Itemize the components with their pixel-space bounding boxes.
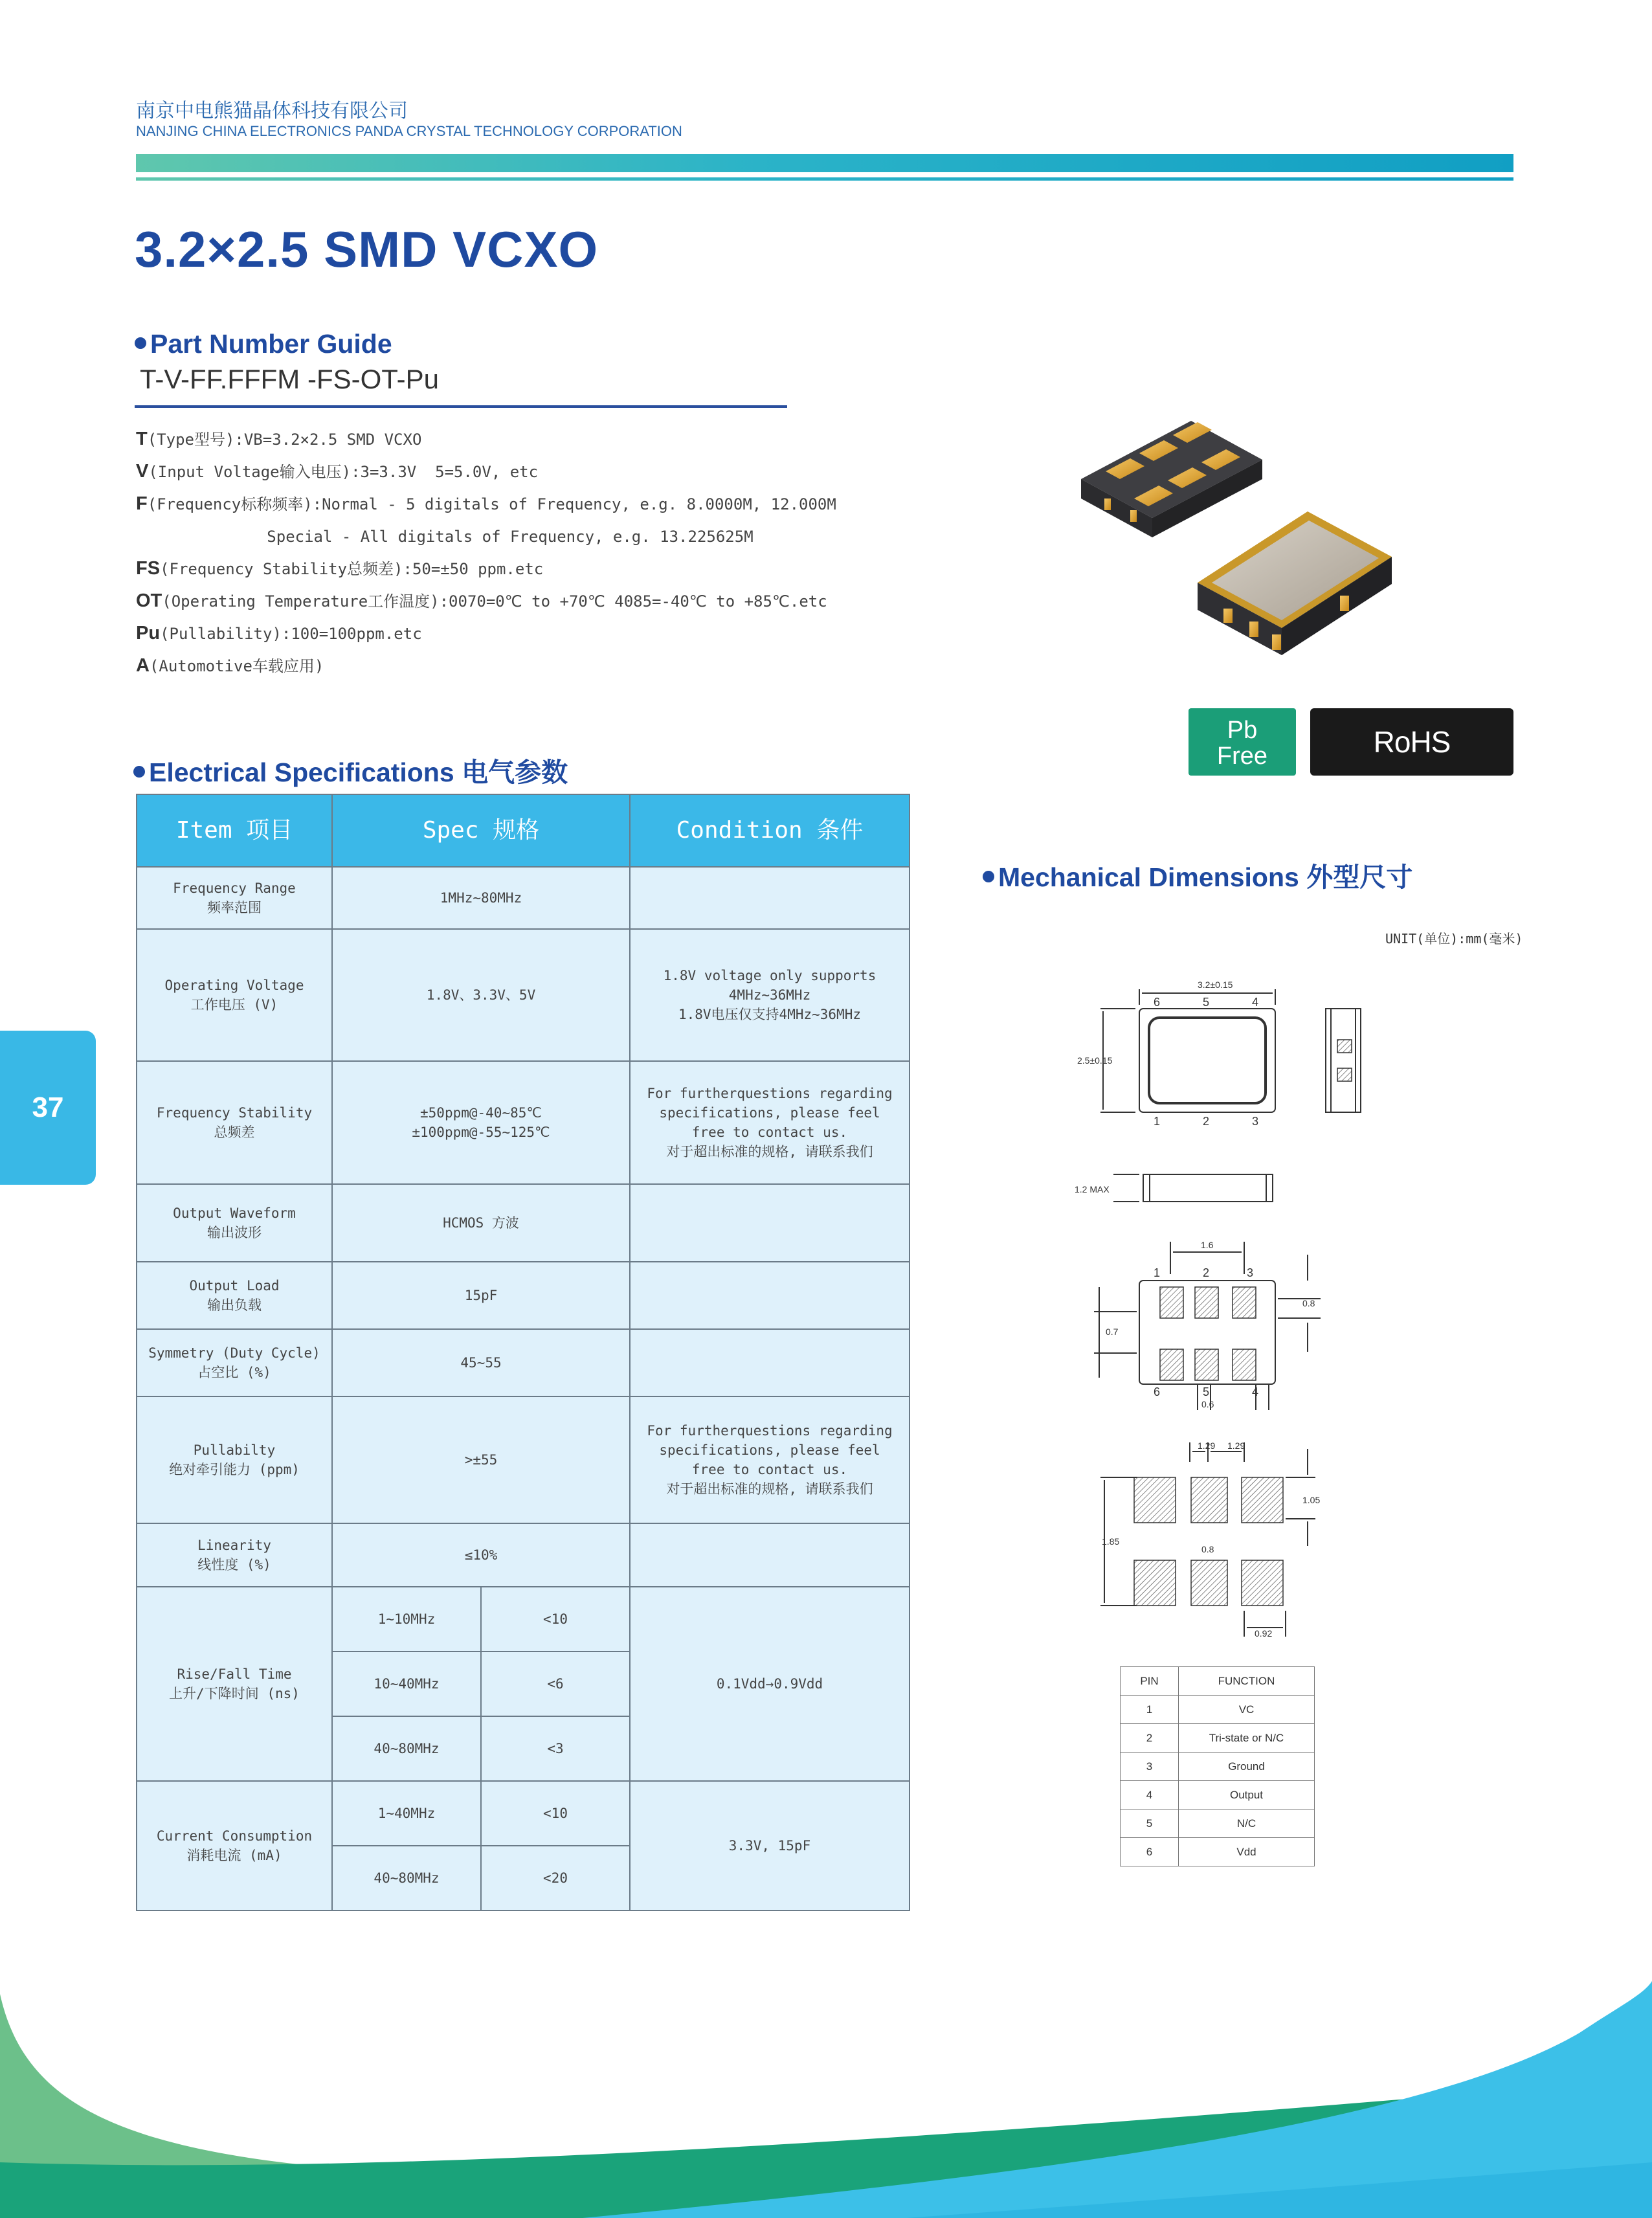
svg-text:6: 6 bbox=[1154, 996, 1161, 1009]
item-cell: Rise/Fall Time 上升/下降时间 (ns) bbox=[137, 1587, 332, 1781]
table-row bbox=[137, 1329, 910, 1396]
table-header-row bbox=[1121, 1667, 1315, 1696]
mechanical-drawing bbox=[1075, 963, 1411, 1643]
value-cell: <10 bbox=[481, 1781, 630, 1846]
bullet-icon bbox=[135, 337, 146, 349]
dim-pad-gap-label: 0.7 bbox=[1106, 1327, 1119, 1337]
legend-line: FS(Frequency Stability总频差):50=±50 ppm.etc bbox=[136, 558, 544, 579]
badge-line: Pb bbox=[1227, 717, 1258, 744]
section-heading-text: Part Number Guide bbox=[150, 329, 392, 359]
dim-pad-width-label: 0.6 bbox=[1201, 1399, 1214, 1409]
condition-cell: 1.8V voltage only supports 4MHz~36MHz 1.8V电压仅支持4MHz~36MHz bbox=[630, 929, 910, 1061]
divider bbox=[135, 405, 787, 408]
spec-cell: HCMOS 方波 bbox=[332, 1184, 630, 1262]
range-cell: 1~10MHz bbox=[332, 1587, 481, 1652]
range-cell: 40~80MHz bbox=[332, 1716, 481, 1781]
crystal-top-view bbox=[1198, 511, 1392, 655]
legend-line: V(Input Voltage输入电压):3=3.3V 5=5.0V, etc bbox=[136, 461, 539, 482]
spec-cell: 1.8V、3.3V、5V bbox=[332, 929, 630, 1061]
footer-wave-decoration bbox=[0, 1981, 1652, 2218]
legend-line: Special - All digitals of Frequency, e.g. 13.225625M bbox=[136, 528, 753, 546]
table-row: 4 Output bbox=[1121, 1781, 1315, 1809]
svg-text:1: 1 bbox=[1154, 1266, 1161, 1279]
svg-text:6: 6 bbox=[1154, 1385, 1161, 1398]
bullet-icon bbox=[983, 871, 994, 882]
item-cell: Linearity 线性度 (%) bbox=[137, 1523, 332, 1587]
spec-cell: ±50ppm@-40~85℃ ±100ppm@-55~125℃ bbox=[332, 1061, 630, 1184]
column-header: PIN bbox=[1121, 1667, 1179, 1696]
condition-cell: For furtherquestions regarding specifications, please feel free to contact us. 对于超出标准的规格, 请联系我们 bbox=[630, 1396, 910, 1523]
item-cell: Pullabilty 绝对牵引能力 (ppm) bbox=[137, 1396, 332, 1523]
spec-cell: 45~55 bbox=[332, 1329, 630, 1396]
table-row bbox=[137, 1523, 910, 1587]
condition-cell bbox=[630, 1184, 910, 1262]
condition-cell bbox=[630, 867, 910, 929]
column-header: FUNCTION bbox=[1179, 1667, 1315, 1696]
pin-number-labels bbox=[1154, 996, 1258, 1398]
item-cell: Current Consumption 消耗电流 (mA) bbox=[137, 1781, 332, 1910]
column-header: Condition 条件 bbox=[630, 794, 910, 867]
table-row bbox=[137, 1184, 910, 1262]
mechanical-dimensions-heading bbox=[983, 856, 1412, 894]
company-name-en: NANJING CHINA ELECTRONICS PANDA CRYSTAL TECHNOLOGY CORPORATION bbox=[136, 123, 682, 139]
product-title: 3.2×2.5 SMD VCXO bbox=[135, 221, 599, 278]
table-header-row bbox=[137, 794, 910, 867]
item-cell: Symmetry (Duty Cycle) 占空比 (%) bbox=[137, 1329, 332, 1396]
spec-cell: ≤10% bbox=[332, 1523, 630, 1587]
column-header: Item 项目 bbox=[137, 794, 332, 867]
part-number-legend bbox=[136, 425, 836, 684]
part-number-format: T-V-FF.FFFM -FS-OT-Pu bbox=[140, 364, 439, 394]
table-row bbox=[137, 867, 910, 929]
svg-text:3: 3 bbox=[1252, 1115, 1259, 1128]
table-row: 6 Vdd bbox=[1121, 1838, 1315, 1866]
svg-text:4: 4 bbox=[1252, 1385, 1259, 1398]
item-cell: Output Load 输出负载 bbox=[137, 1262, 332, 1329]
svg-text:5: 5 bbox=[1203, 1385, 1210, 1398]
legend-line: F(Frequency标称频率):Normal - 5 digitals of Frequency, e.g. 8.0000M, 12.000M bbox=[136, 493, 836, 514]
value-cell: <10 bbox=[481, 1587, 630, 1652]
section-heading-text: Mechanical Dimensions 外型尺寸 bbox=[998, 862, 1413, 892]
header-gradient-bar bbox=[136, 154, 1513, 172]
item-cell: Frequency Stability 总频差 bbox=[137, 1061, 332, 1184]
dim-land-span-label: 1.85 bbox=[1102, 1536, 1120, 1547]
range-cell: 40~80MHz bbox=[332, 1846, 481, 1910]
dim-pad-pitch-label: 1.6 bbox=[1201, 1240, 1214, 1250]
header-gradient-line bbox=[136, 177, 1513, 181]
table-row: 3 Ground bbox=[1121, 1753, 1315, 1781]
table-row: 2 Tri-state or N/C bbox=[1121, 1724, 1315, 1753]
legend-line: OT(Operating Temperature工作温度):0070=0℃ to +70℃ 4085=-40℃ to +85℃.etc bbox=[136, 590, 827, 611]
value-cell: <3 bbox=[481, 1716, 630, 1781]
legend-line: Pu(Pullability):100=100ppm.etc bbox=[136, 623, 422, 644]
legend-line: T(Type型号):VB=3.2×2.5 SMD VCXO bbox=[136, 429, 422, 449]
condition-cell: For furtherquestions regarding specifications, please feel free to contact us. 对于超出标准的规格, 请联系我们 bbox=[630, 1061, 910, 1184]
electrical-specifications-heading bbox=[133, 751, 568, 789]
dim-pad-height-label: 0.8 bbox=[1302, 1298, 1315, 1308]
rohs-compliant-badge: RoHS Compliant bbox=[1310, 708, 1513, 776]
condition-cell bbox=[630, 1329, 910, 1396]
table-row: 1 VC bbox=[1121, 1696, 1315, 1724]
condition-cell: 0.1Vdd→0.9Vdd bbox=[630, 1587, 910, 1781]
table-row bbox=[137, 929, 910, 1061]
dim-land-gap-label: 0.8 bbox=[1201, 1544, 1214, 1554]
badge-line: Free bbox=[1216, 743, 1268, 770]
svg-text:2: 2 bbox=[1203, 1115, 1210, 1128]
dim-land-width-label: 0.92 bbox=[1255, 1628, 1273, 1639]
range-cell: 10~40MHz bbox=[332, 1652, 481, 1716]
dim-height-label: 2.5±0.15 bbox=[1077, 1055, 1113, 1066]
value-cell: <20 bbox=[481, 1846, 630, 1910]
table-row bbox=[137, 1396, 910, 1523]
item-cell: Frequency Range 频率范围 bbox=[137, 867, 332, 929]
svg-text:2: 2 bbox=[1203, 1266, 1210, 1279]
table-row bbox=[137, 1061, 910, 1184]
unit-label: UNIT(单位):mm(毫米) bbox=[1385, 931, 1523, 947]
pb-free-badge bbox=[1189, 708, 1296, 776]
pin-function-table bbox=[1120, 1666, 1315, 1866]
condition-cell bbox=[630, 1523, 910, 1587]
dim-land-pitch-label: 1.29 bbox=[1227, 1440, 1245, 1451]
dim-land-pitch-label: 1.29 bbox=[1198, 1440, 1216, 1451]
electrical-spec-table bbox=[136, 794, 910, 1911]
column-header: Spec 规格 bbox=[332, 794, 630, 867]
svg-text:4: 4 bbox=[1252, 996, 1259, 1009]
bullet-icon bbox=[133, 766, 145, 778]
condition-cell: 3.3V, 15pF bbox=[630, 1781, 910, 1910]
svg-text:5: 5 bbox=[1203, 996, 1210, 1009]
table-row bbox=[137, 1587, 910, 1652]
lid-outline bbox=[1149, 1018, 1266, 1103]
product-photo bbox=[1068, 401, 1431, 673]
table-row bbox=[137, 1781, 910, 1846]
spec-cell: >±55 bbox=[332, 1396, 630, 1523]
company-name-cn: 南京中电熊猫晶体科技有限公司 bbox=[136, 100, 408, 122]
dim-land-height-label: 1.05 bbox=[1302, 1495, 1321, 1505]
item-cell: Output Waveform 输出波形 bbox=[137, 1184, 332, 1262]
package-outline bbox=[1139, 1009, 1275, 1112]
dim-thickness-label: 1.2 MAX bbox=[1075, 1184, 1110, 1194]
section-heading-text: Electrical Specifications 电气参数 bbox=[149, 757, 568, 787]
dim-width-label: 3.2±0.15 bbox=[1198, 980, 1233, 990]
table-row bbox=[137, 1262, 910, 1329]
svg-text:3: 3 bbox=[1247, 1266, 1254, 1279]
value-cell: <6 bbox=[481, 1652, 630, 1716]
range-cell: 1~40MHz bbox=[332, 1781, 481, 1846]
legend-line: A(Automotive车载应用) bbox=[136, 655, 324, 676]
thickness-view-outline bbox=[1143, 1174, 1273, 1202]
spec-cell: 15pF bbox=[332, 1262, 630, 1329]
part-number-guide-heading bbox=[135, 329, 392, 359]
svg-text:1: 1 bbox=[1154, 1115, 1161, 1128]
crystal-bottom-view bbox=[1081, 421, 1262, 537]
page-number-tab: 37 bbox=[0, 1031, 96, 1185]
condition-cell bbox=[630, 1262, 910, 1329]
table-row: 5 N/C bbox=[1121, 1809, 1315, 1838]
item-cell: Operating Voltage 工作电压 (V) bbox=[137, 929, 332, 1061]
spec-cell: 1MHz~80MHz bbox=[332, 867, 630, 929]
